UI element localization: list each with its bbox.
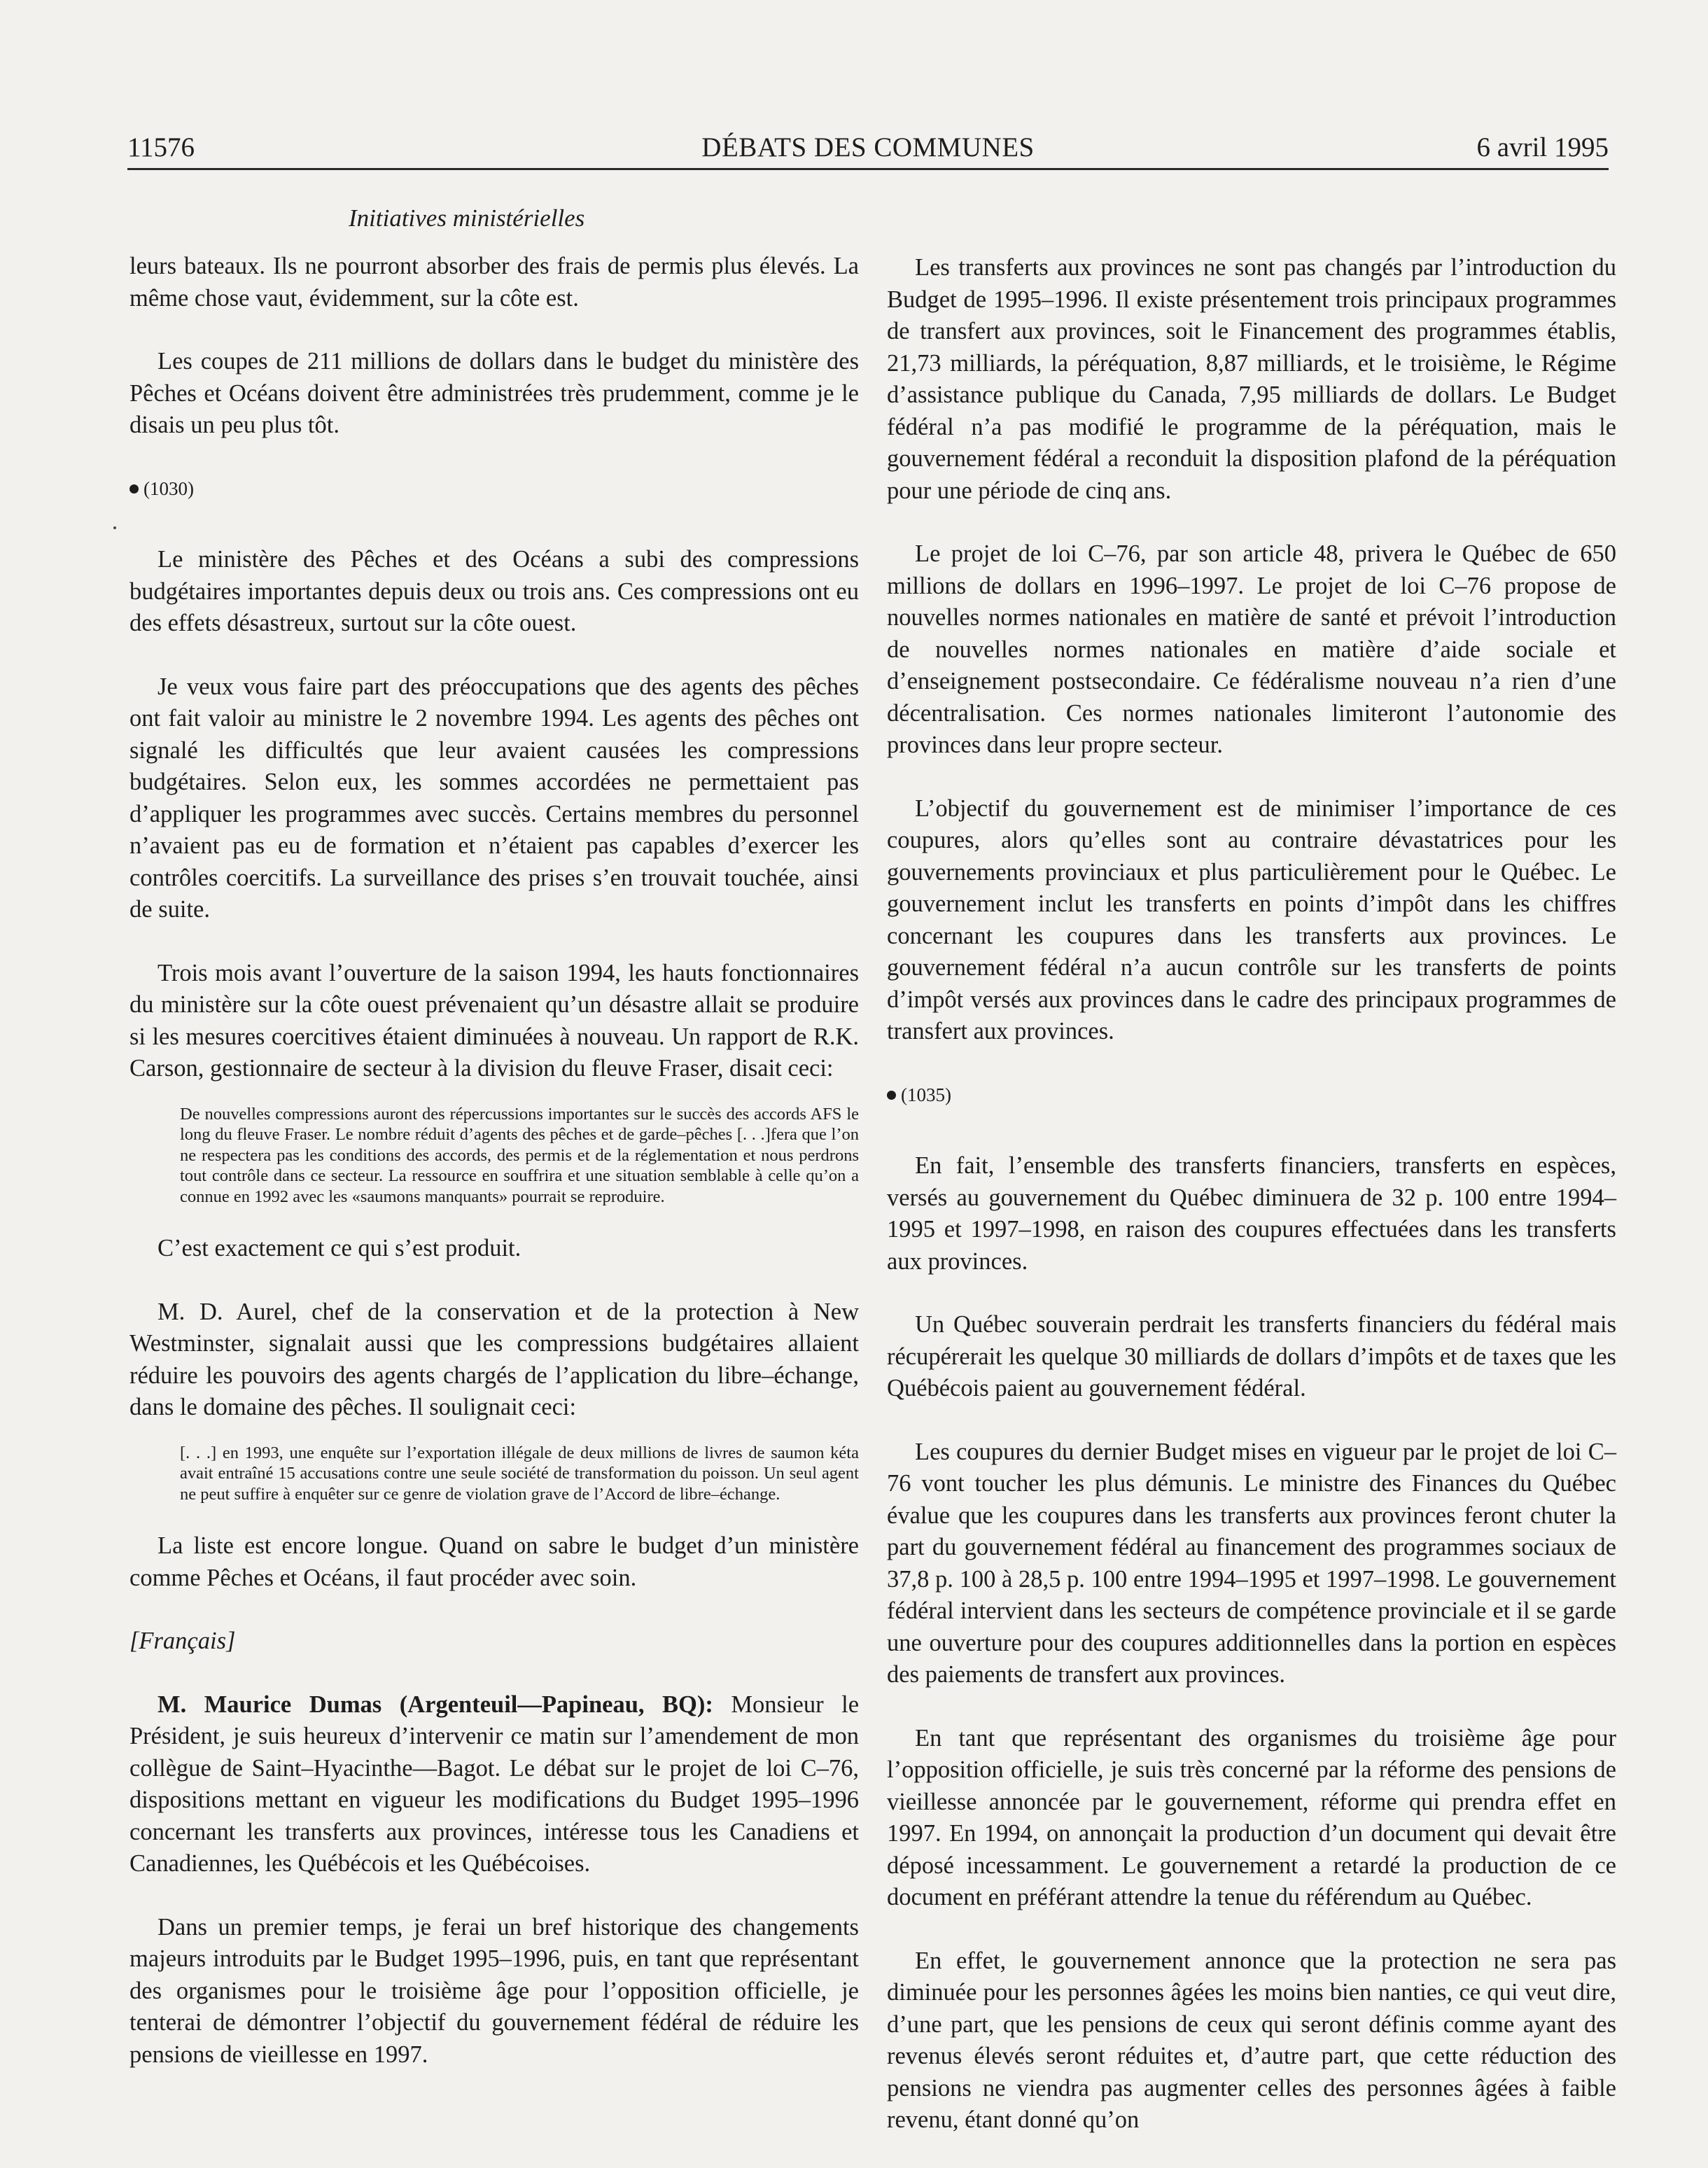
page-date: 6 avril 1995 [1476,132,1609,162]
bullet-icon [887,1091,896,1100]
paragraph: Les coupes de 211 millions de dollars dans le budget du ministère des Pêches et Océans doivent être administrées très prudemment, comme je le disais un peu plus tôt. [130,348,859,438]
paragraph: Un Québec souverain perdrait les transferts financiers du fédéral mais récupérerait les quelque 30 milliards de dollars d’impôts et de taxes que les Québécois paient au gouvernement fédéral. [887,1311,1616,1401]
block-quote: De nouvelles compressions auront des répercussions importantes sur le succès des accords AFS le long du fleuve Fraser. Le nombre réduit d’agents des pêches et de garde–pêches [. . .]fera que l’on ne respectera pas les conditions des accords, des permis et de la réglementation et nous perdrons tout contrôle dans ce secteur. La ressource en souffrira et une situation semblable à celle qu’on a connue en 1992 avec les «saumons manquants» pourrait se reproduire. [180,1104,859,1206]
language-tag: [Français] [130,1628,236,1654]
paragraph: M. D. Aurel, chef de la conservation et de la protection à New Westminster, signalait aussi que les compressions budgétaires allaient réduire les pouvoirs des agents chargés de l’application du libre–échange, dans le domaine des pêches. Il soulignait ceci: [130,1298,859,1420]
page-number: 11576 [127,132,195,162]
paragraph: Je veux vous faire part des préoccupations que des agents des pêches ont fait valoir au ministre le 2 novembre 1994. Les agents des pêches ont signalé les difficultés que leur avaient causées les compressions budgétaires. Selon eux, les sommes accordées ne permettaient pas d’appliquer les programmes avec succès. Certains membres du personnel n’avaient pas eu de formation et n’étaient pas capables d’exercer les contrôles coercitifs. La surveillance des prises s’en trouvait touchée, ainsi de suite. [130,673,859,923]
paragraph: C’est exactement ce qui s’est produit. [158,1235,522,1261]
speaker-paragraph [130,1689,859,1880]
right-column [887,252,1616,2168]
paragraph: En effet, le gouvernement annonce que la protection ne sera pas diminuée pour les personnes âgées les moins bien nanties, ce qui veut dire, d’une part, que les pensions de ceux qui seront définis comme ayant des revenus élevés seront réduites et, d’autre part, que cette réduction des pensions ne viendra pas augmenter celles des personnes âgées à faible revenu, étant donné qu’on [887,1947,1616,2133]
paragraph: Trois mois avant l’ouverture de la saison 1994, les hauts fonctionnaires du ministère sur la côte ouest prévenaient qu’un désastre allait se produire si les mesures coercitives étaient diminuées à nouveau. Un rapport de R.K. Carson, gestionnaire de secteur à la division du fleuve Fraser, disait ceci: [130,959,859,1082]
timestamp-marker [887,1079,1616,1112]
paragraph: Le ministère des Pêches et des Océans a subi des compressions budgétaires importantes depuis deux ou trois ans. Ces compressions ont eu des effets désastreux, surtout sur la côte ouest. [130,546,859,636]
speaker-name: M. Maurice Dumas (Argenteuil—Papineau, BQ): [158,1691,713,1718]
speech-text: Monsieur le Président, je suis heureux d’intervenir ce matin sur l’amendement de mon collègue de Saint–Hyacinthe—Bagot. Le débat sur le projet de loi C–76, dispositions mettant en vigueur les modifications du Budget 1995–1996 concernant les transferts aux provinces, intéresse tous les Canadiens et Canadiennes, les Québécois et les Québécoises. [130,1691,860,1877]
paragraph: Les transferts aux provinces ne sont pas changés par l’introduction du Budget de 1995–1996. Il existe présentement trois principaux programmes de transfert aux provinces, soit le Financement des programmes établis, 21,73 milliards, la péréquation, 8,87 milliards, et le troisième, le Régime d’assistance publique du Canada, 7,95 milliards de dollars. Le Budget fédéral n’a pas modifié le programme de la péréquation, mais le gouvernement fédéral a reconduit la disposition plafond de la péréquation pour une période de cinq ans. [887,254,1616,504]
paragraph: Le projet de loi C–76, par son article 48, privera le Québec de 650 millions de dollars en 1996–1997. Le projet de loi C–76 propose de nouvelles normes nationales en matière de santé et prévoit l’introduction de nouvelles normes nationales en matière d’aide sociale et d’enseignement postsecondaire. Ce fédéralisme nouveau n’a rien d’une décentralisation. Ces normes nationales limiteront l’autonomie des provinces dans leur propre secteur. [887,540,1616,758]
timestamp-label: (1035) [901,1084,951,1105]
paragraph: En tant que représentant des organismes du troisième âge pour l’opposition officielle, je suis très concerné par la réforme des pensions de vieillesse annoncée par le gouvernement, réforme qui prendra effet en 1997. En 1994, on annonçait la production d’un document qui devait être déposé incessamment. Le gouvernement a retardé la production de ce document en préférant attendre la tenue du référendum au Québec. [887,1724,1616,1910]
timestamp-label: (1030) [144,477,194,499]
block-quote: [. . .] en 1993, une enquête sur l’exportation illégale de deux millions de livres de saumon kéta avait entraîné 15 accusations contre une seule société de transformation du poisson. Un seul agent ne peut suffire à enquêter sur ce genre de violation grave de l’Accord de libre–échange. [180,1443,859,1504]
paragraph: Dans un premier temps, je ferai un bref historique des changements majeurs introduits par le Budget 1995–1996, puis, en tant que représentant des organismes pour le troisième âge pour l’opposition officielle, je tenterai de démontrer l’objectif du gouvernement fédéral de réduire les pensions de vieillesse en 1997. [130,1913,859,2068]
scan-mark [113,526,116,529]
journal-title: DÉBATS DES COMMUNES [701,132,1035,162]
paragraph: L’objectif du gouvernement est de minimiser l’importance de ces coupures, alors qu’elles sont au contraire dévastatrices pour les gouvernements provinciaux et plus particulièrement pour le Québec. Le gouvernement inclut les transferts en points d’impôt dans les chiffres concernant les coupures dans les transferts aux provinces. Le gouvernement fédéral n’a aucun contrôle sur les transferts de points d’impôt versés aux provinces dans le cadre des principaux programmes de transfert aux provinces. [887,795,1616,1044]
section-title: Initiatives ministérielles [349,204,585,232]
paragraph: leurs bateaux. Ils ne pourront absorber des frais de permis plus élevés. La même chose vaut, évidemment, sur la côte est. [130,253,859,312]
left-column [130,251,859,2102]
paragraph: La liste est encore longue. Quand on sabre le budget d’un ministère comme Pêches et Océans, il faut procéder avec soin. [130,1532,859,1591]
bullet-icon [130,484,139,494]
timestamp-marker [130,473,859,505]
paragraph: En fait, l’ensemble des transferts financiers, transferts en espèces, versés au gouvernement du Québec diminuera de 32 p. 100 entre 1994–1995 et 1997–1998, en raison des coupures effectuées dans les transferts aux provinces. [887,1152,1616,1275]
page-header [127,132,1609,170]
paragraph: Les coupures du dernier Budget mises en vigueur par le projet de loi C–76 vont toucher les plus démunis. Le ministre des Finances du Québec évalue que les coupures dans les transferts aux provinces feront chuter la part du gouvernement fédéral au financement des programmes sociaux de 37,8 p. 100 à 28,5 p. 100 entre 1994–1995 et 1997–1998. Le gouvernement fédéral intervient dans les secteurs de compétence provinciale et il se garde une ouverture pour des coupures additionnelles dans la portion en espèces des paiements de transfert aux provinces. [887,1438,1616,1688]
